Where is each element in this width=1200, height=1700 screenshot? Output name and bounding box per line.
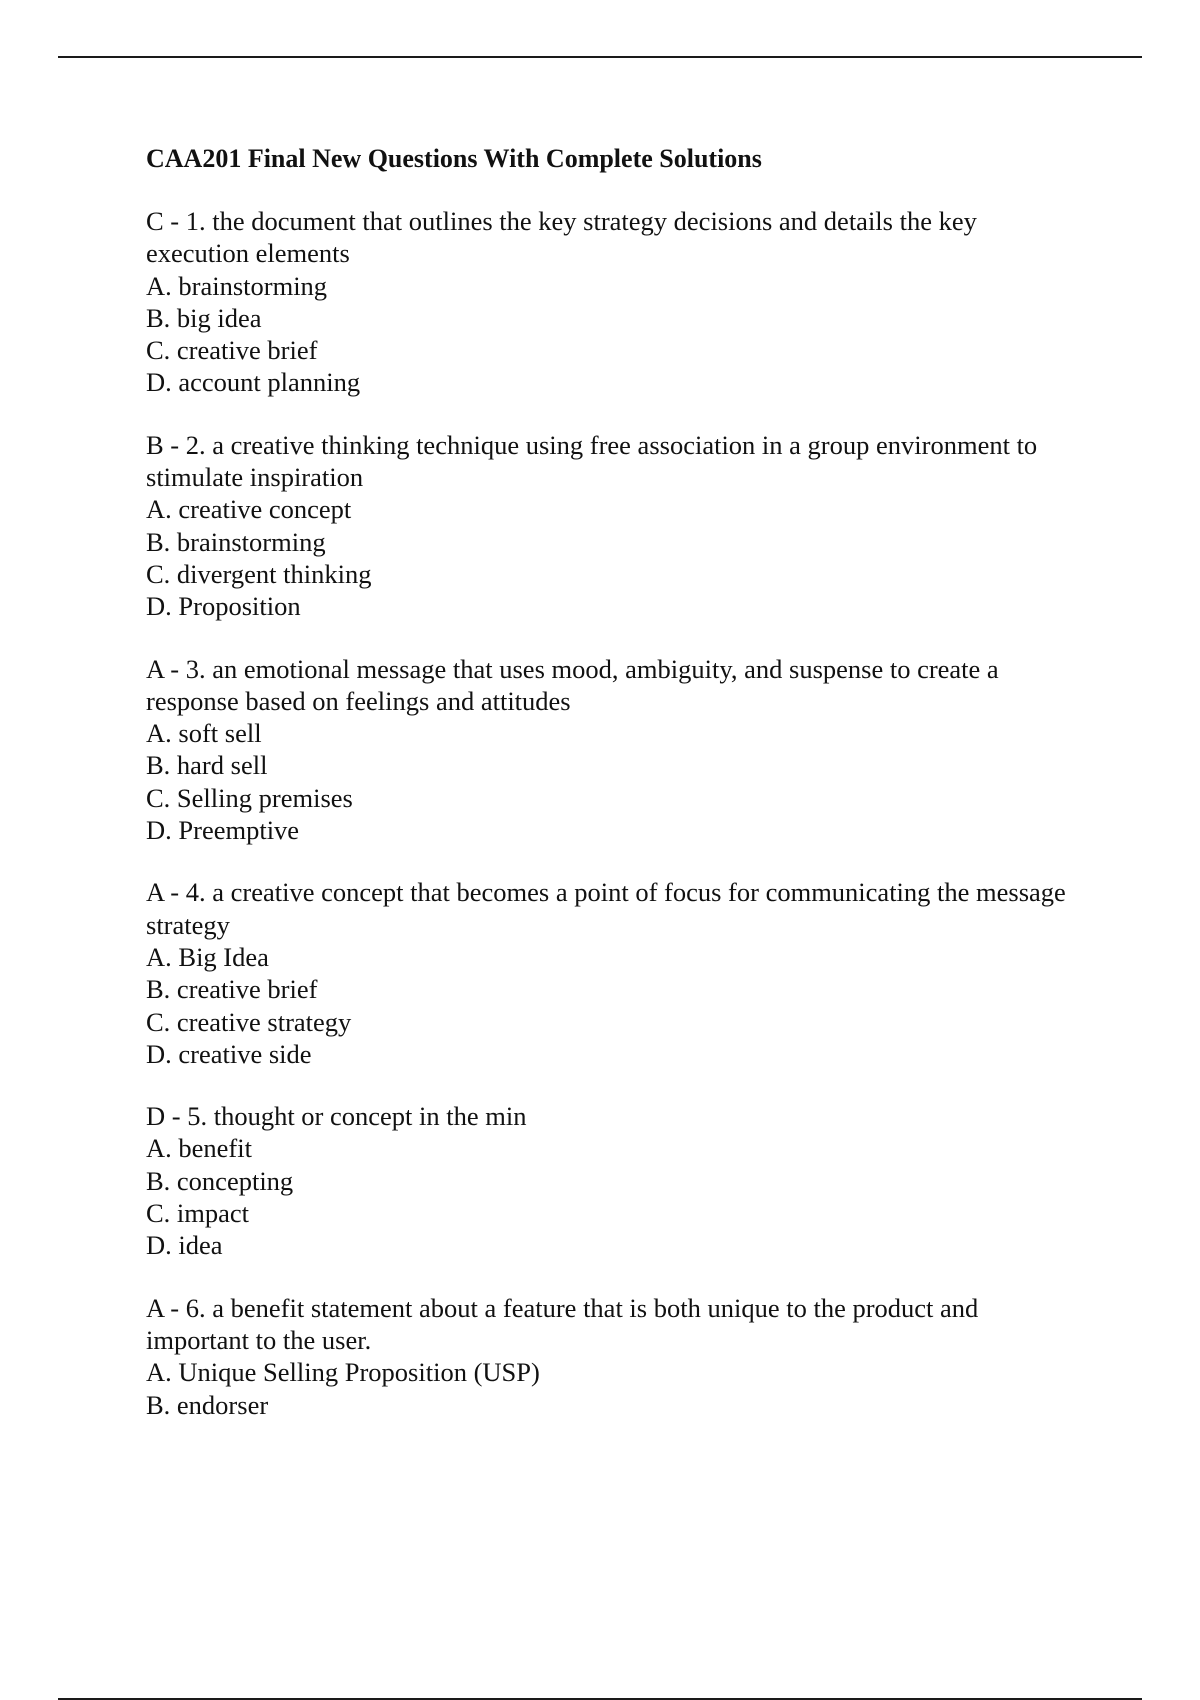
- page-content: [146, 143, 1086, 1451]
- answer-option: A. brainstorming: [146, 270, 328, 301]
- answer-option: B. big idea: [146, 302, 262, 333]
- answer-options: [146, 1132, 1086, 1261]
- answer-option: C. divergent thinking: [146, 558, 372, 589]
- answer-option: D. Preemptive: [146, 815, 300, 846]
- answer-options: [146, 1356, 1086, 1421]
- document-title: CAA201 Final New Questions With Complete Solutions: [146, 144, 762, 173]
- answer-option: A. Big Idea: [146, 941, 269, 972]
- answer-option: A. creative concept: [146, 494, 352, 525]
- answer-options: [146, 941, 1086, 1070]
- question-stem: A - 3. an emotional message that uses mood, ambiguity, and suspense to create a response based on feelings and attitudes: [146, 653, 999, 716]
- answer-options: [146, 717, 1086, 846]
- answer-option: B. concepting: [146, 1165, 294, 1196]
- answer-options: [146, 270, 1086, 399]
- answer-option: A. soft sell: [146, 718, 262, 749]
- question-stem: A - 4. a creative concept that becomes a point of focus for communicating the message strategy: [146, 877, 1066, 940]
- answer-option: C. Selling premises: [146, 782, 353, 813]
- answer-option: A. Unique Selling Proposition (USP): [146, 1357, 540, 1388]
- answer-option: B. hard sell: [146, 750, 268, 781]
- answer-option: B. creative brief: [146, 974, 318, 1005]
- question-4: [146, 876, 1086, 1070]
- answer-option: B. brainstorming: [146, 526, 326, 557]
- answer-option: D. idea: [146, 1230, 223, 1261]
- question-stem: D - 5. thought or concept in the min: [146, 1101, 527, 1132]
- question-6: [146, 1292, 1086, 1421]
- answer-option: D. account planning: [146, 367, 361, 398]
- question-stem: A - 6. a benefit statement about a feature that is both unique to the product and important to the user.: [146, 1292, 979, 1355]
- answer-option: D. Proposition: [146, 591, 301, 622]
- answer-option: B. endorser: [146, 1389, 269, 1420]
- answer-option: A. benefit: [146, 1133, 252, 1164]
- question-5: [146, 1100, 1086, 1261]
- question-stem: C - 1. the document that outlines the key strategy decisions and details the key execution elements: [146, 206, 977, 269]
- answer-option: C. creative brief: [146, 335, 318, 366]
- question-2: [146, 429, 1086, 623]
- answer-option: C. impact: [146, 1198, 250, 1229]
- question-3: [146, 653, 1086, 847]
- answer-options: [146, 493, 1086, 622]
- answer-option: C. creative strategy: [146, 1006, 352, 1037]
- answer-option: D. creative side: [146, 1038, 312, 1069]
- question-stem: B - 2. a creative thinking technique using free association in a group environment to stimulate inspiration: [146, 429, 1038, 493]
- question-1: [146, 205, 1086, 399]
- top-divider: [58, 56, 1142, 58]
